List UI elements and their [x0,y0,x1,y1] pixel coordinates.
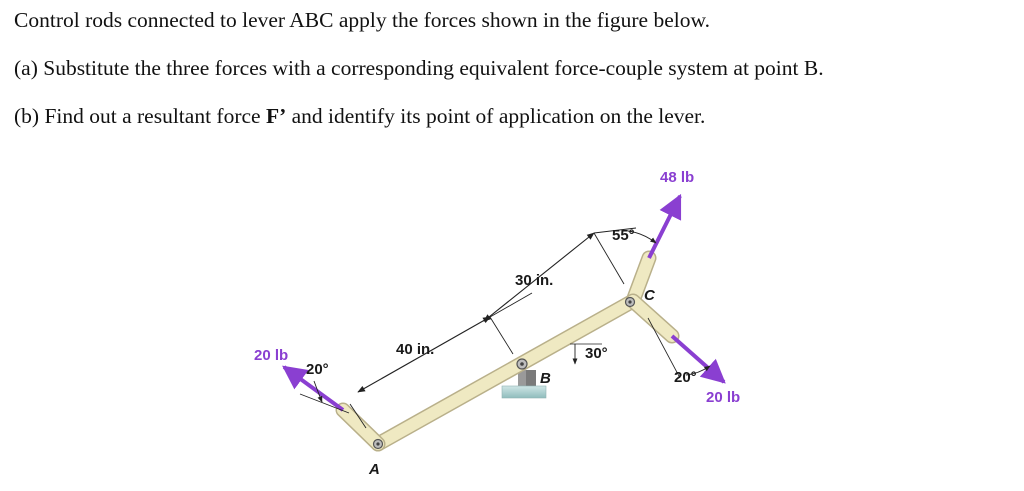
point-label-c: C [644,287,655,304]
pin-c [626,298,635,307]
problem-intro: Control rods connected to lever ABC apply the forces shown in the figure below. [14,8,710,32]
part-b-text-start: (b) Find out a resultant force [14,104,266,128]
force-label-left: 20 lb [254,347,289,364]
angle-label-top: 55° [612,227,635,244]
point-label-a: A [369,461,380,478]
lever-abc [343,258,672,444]
resultant-force-symbol: F’ [265,104,287,128]
angle-label-lever: 30° [585,345,608,362]
dimension-label-ab: 40 in. [396,341,435,358]
force-label-top: 48 lb [660,169,695,186]
problem-part-a: (a) Substitute the three forces with a corresponding equivalent force-couple system at point B. [14,56,824,80]
dimension-label-bc: 30 in. [515,272,554,289]
angle-label-left: 20° [306,361,329,378]
force-arrow-top [649,196,680,258]
pin-a [374,440,383,449]
force-label-right: 20 lb [706,389,741,406]
pin-b [517,359,527,369]
point-label-b: B [540,370,551,387]
angle-label-right: 20° [674,369,697,386]
part-b-text-end: and identify its point of application on the lever. [286,104,706,128]
